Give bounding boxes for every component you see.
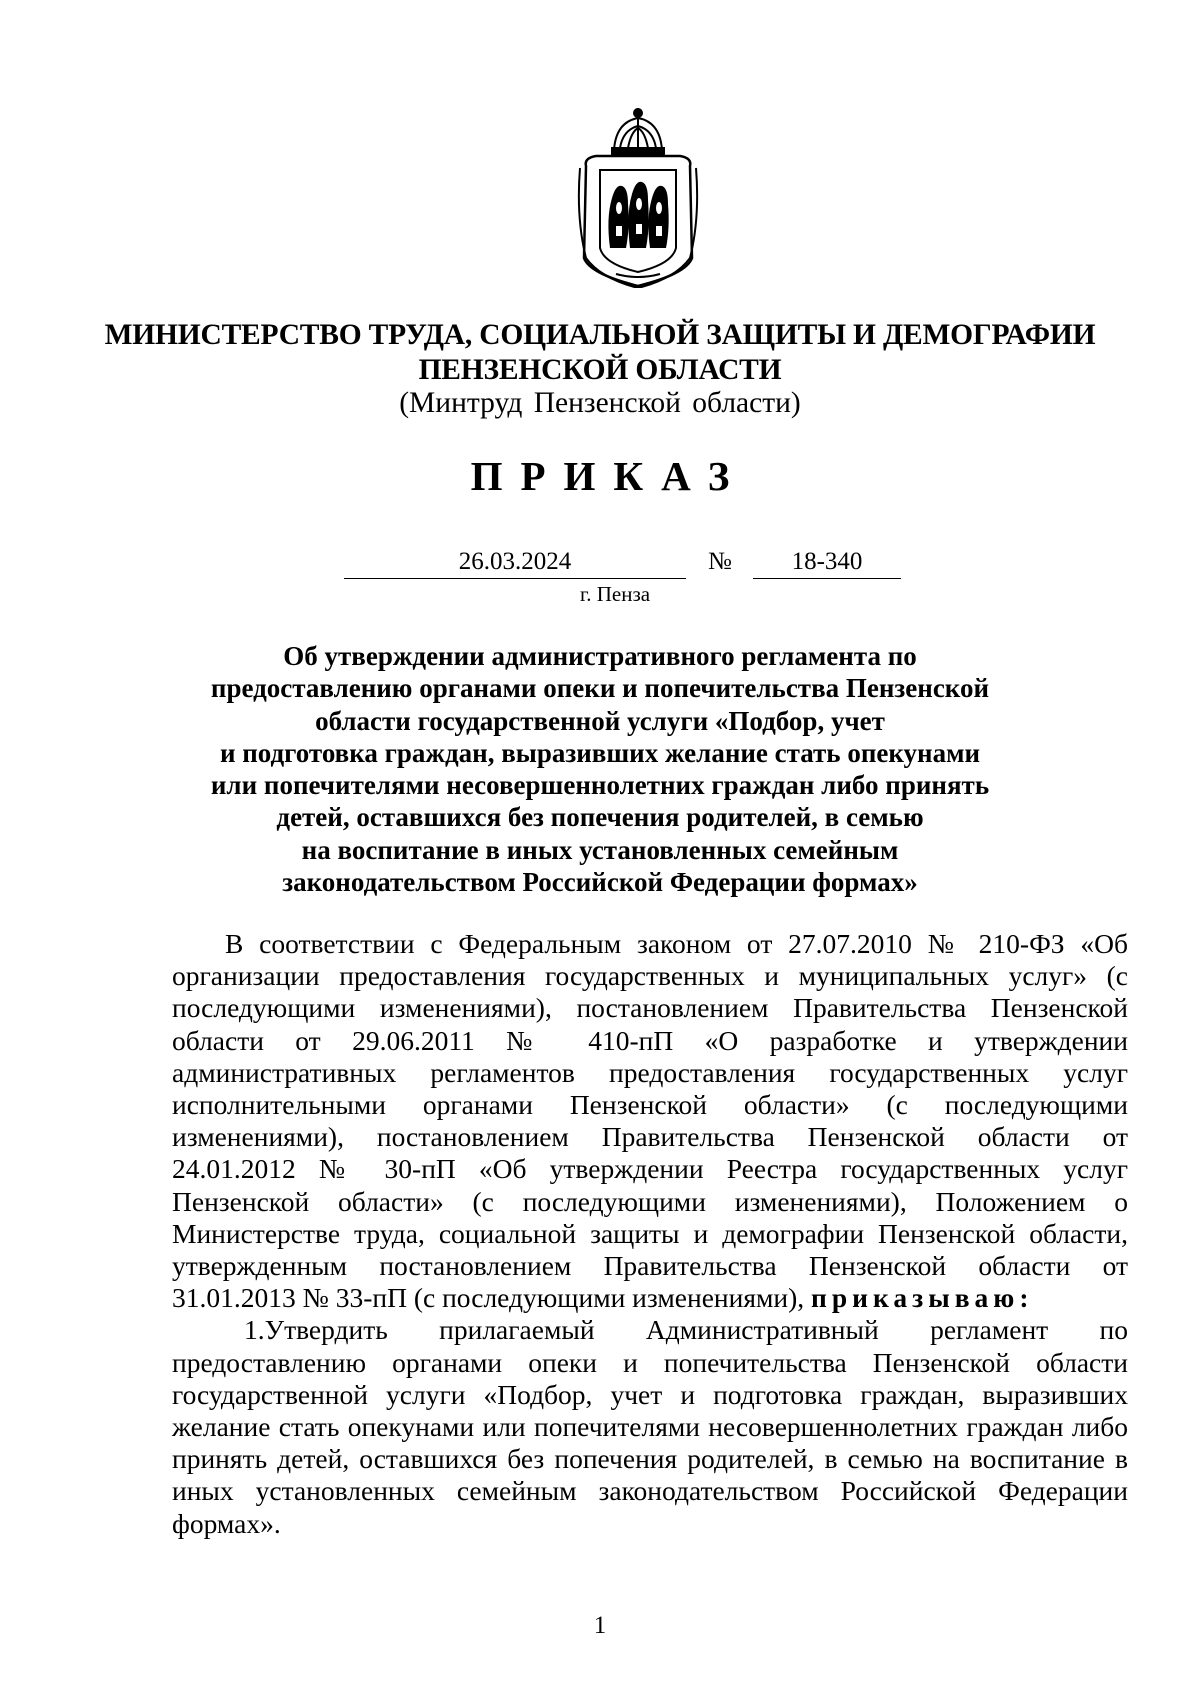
subject-line: и подготовка граждан, выразивших желание стать опекунами: [219, 737, 981, 768]
organization-short-name: (Минтруд Пензенской области): [399, 387, 801, 419]
subject-line: законодательством Российской Федерации формах»: [282, 867, 918, 898]
organization-name-line2: ПЕНЗЕНСКОЙ ОБЛАСТИ: [418, 354, 782, 386]
organization-name-line1: МИНИСТЕРСТВО ТРУДА, СОЦИАЛЬНОЙ ЗАЩИТЫ И ДЕМОГРАФИИ: [104, 319, 1096, 351]
preamble-paragraph: [172, 928, 1128, 1314]
item-1-paragraph: 1.Утвердить прилагаемый Административный регламент по предоставлению органами опеки и попечительства Пензенской области государственной услуги «Подбор, учет и подготовка граждан, выразивших желание стать опекунами или попечителями несовершеннолетних граждан либо принять детей, оставшихся без попечения родителей, в семью на воспитание в иных установленных семейным законодательством Российской Федерации формах».: [172, 1314, 1128, 1539]
subject-line: области государственной услуги «Подбор, учет: [315, 705, 885, 736]
number-sign: №: [708, 548, 732, 575]
document-type-title: ПРИКАЗ: [470, 453, 748, 499]
subject-line: или попечителями несовершеннолетних граждан либо принять: [210, 770, 990, 801]
document-subject: [150, 640, 1050, 898]
order-word: приказываю:: [811, 1282, 1034, 1314]
coat-of-arms-icon: [576, 108, 700, 288]
preamble-text: В соответствии с Федеральным законом от 27.07.2010 № 210-ФЗ «Об организации предоставления государственных и муниципальных услуг» (с последующими изменениями), постановлением Правительства Пензенской области от 29.06.2011 № 410-пП «О разработке и утверждении административных регламентов предоставления государственных услуг исполнительными органами Пензенской области» (с последующими изменениями), постановлением Правительства Пензенской области от 24.01.2012 № 30-пП «Об утверждении Реестра государственных услуг Пензенской области» (с последующими изменениями), Положением о Министерстве труда, социальной защиты и демографии Пензенской области, утвержденным постановлением Правительства Пензенской области от 31.01.2013 № 33-пП (с последующими изменениями),: [172, 928, 1128, 1314]
subject-line: предоставлению органами опеки и попечительства Пензенской: [210, 673, 990, 704]
organization-name: [100, 318, 1100, 388]
document-number: 18-340: [753, 548, 901, 579]
page-number: 1: [593, 1612, 607, 1639]
document-date: 26.03.2024: [344, 548, 686, 579]
subject-line: детей, оставшихся без попечения родителей, в семью: [276, 802, 924, 833]
document-body: [172, 928, 1128, 1540]
document-city: г. Пенза: [580, 582, 651, 606]
subject-line: Об утверждении административного регламента по: [283, 641, 917, 671]
subject-line: на воспитание в иных установленных семейным: [301, 834, 899, 865]
